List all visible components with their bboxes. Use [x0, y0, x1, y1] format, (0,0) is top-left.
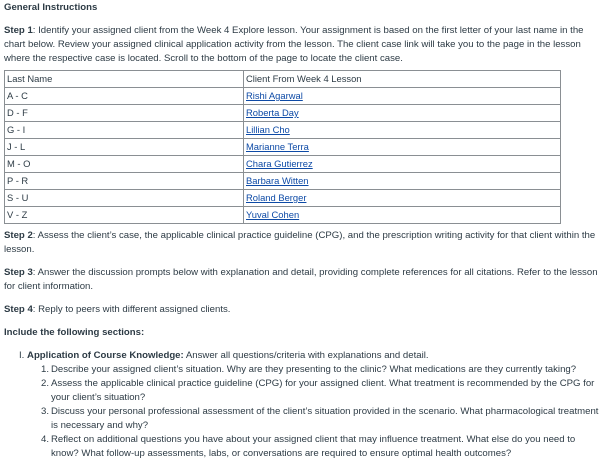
list-item: [19, 377, 600, 405]
table-row: [5, 88, 561, 105]
item-text: Assess the applicable clinical practice guideline (CPG) for your assigned client. What treatment is recommended by the CPG for your client’s situation?: [51, 378, 595, 403]
last-name-range: G - I: [5, 122, 244, 139]
step-3-paragraph: [4, 266, 600, 294]
last-name-range: V - Z: [5, 207, 244, 224]
step-1-paragraph: [4, 24, 600, 66]
step-1-label: Step 1: [4, 25, 33, 36]
section-title: Application of Course Knowledge:: [27, 350, 184, 361]
list-item: [19, 433, 600, 461]
last-name-range: P - R: [5, 173, 244, 190]
client-link-lillian-cho[interactable]: Lillian Cho: [246, 124, 290, 135]
table-row: [5, 156, 561, 173]
client-link-roberta-day[interactable]: Roberta Day: [246, 107, 299, 118]
instructions-page: [4, 0, 600, 461]
section-heading: [19, 349, 600, 363]
section-intro: Answer all questions/criteria with explanations and detail.: [183, 350, 429, 361]
list-item: [19, 405, 600, 433]
table-row: [5, 173, 561, 190]
item-text: Reflect on additional questions you have about your assigned client that may influence treatment. What else do you need to know? What follow-up assessments, labs, or conversations are required to ensure optimal health outcomes?: [51, 434, 576, 459]
table-row: [5, 139, 561, 156]
client-link-barbara-witten[interactable]: Barbara Witten: [246, 175, 309, 186]
table-row: [5, 190, 561, 207]
last-name-range: J - L: [5, 139, 244, 156]
section-question-list: [19, 363, 600, 461]
client-assignment-table: [4, 70, 561, 224]
client-cell: [244, 88, 561, 105]
client-cell: [244, 105, 561, 122]
step-4-label: Step 4: [4, 304, 33, 315]
client-cell: [244, 207, 561, 224]
last-name-header: Last Name: [5, 71, 244, 88]
step-1-text: : Identify your assigned client from the Week 4 Explore lesson. Your assignment is based on the first letter of your last name in the chart below. Review your assigned clinical application activity from the lesson. The client case link will take you to the page in the lesson where the respective case is located. Scroll to the bottom of the page to locate the client case.: [4, 25, 584, 64]
client-link-yuval-cohen[interactable]: Yuval Cohen: [246, 209, 300, 220]
last-name-range: D - F: [5, 105, 244, 122]
step-2-paragraph: [4, 229, 600, 257]
table-row: [5, 122, 561, 139]
list-item: [19, 363, 600, 377]
section-application-of-course-knowledge: [4, 349, 600, 461]
last-name-range: S - U: [5, 190, 244, 207]
item-text: Describe your assigned client’s situation. Why are they presenting to the clinic? What medications are they currently taking?: [51, 364, 577, 375]
client-cell: [244, 156, 561, 173]
item-number: 2.: [41, 378, 50, 389]
last-name-range: M - O: [5, 156, 244, 173]
step-3-label: Step 3: [4, 267, 33, 278]
step-4-text: : Reply to peers with different assigned clients.: [32, 304, 231, 315]
table-row: [5, 105, 561, 122]
client-link-marianne-terra[interactable]: Marianne Terra: [246, 141, 309, 152]
client-cell: [244, 173, 561, 190]
item-number: 1.: [41, 364, 50, 375]
step-4-paragraph: [4, 303, 600, 317]
last-name-range: A - C: [5, 88, 244, 105]
client-cell: [244, 122, 561, 139]
client-link-roland-berger[interactable]: Roland Berger: [246, 192, 307, 203]
section-numeral: I.: [19, 350, 25, 361]
item-number: 4.: [41, 434, 50, 445]
client-header: Client From Week 4 Lesson: [244, 71, 561, 88]
table-row: [5, 207, 561, 224]
client-link-rishi-agarwal[interactable]: Rishi Agarwal: [246, 90, 303, 101]
item-number: 3.: [41, 406, 50, 417]
include-sections-heading: Include the following sections:: [4, 327, 145, 338]
step-3-text: : Answer the discussion prompts below with explanation and detail, providing complete references for all citations. Refer to the lesson for client information.: [4, 267, 598, 292]
client-cell: [244, 190, 561, 207]
step-2-text: : Assess the client’s case, the applicable clinical practice guideline (CPG), and the prescription writing activity for that client within the lesson.: [4, 230, 596, 255]
client-link-chara-gutierrez[interactable]: Chara Gutierrez: [246, 158, 313, 169]
table-header-row: [5, 71, 561, 88]
step-2-label: Step 2: [4, 230, 33, 241]
client-cell: [244, 139, 561, 156]
general-instructions-heading: General Instructions: [4, 2, 98, 13]
item-text: Discuss your personal professional assessment of the client’s situation provided in the scenario. What pharmacological treatment is necessary and why?: [51, 406, 599, 431]
